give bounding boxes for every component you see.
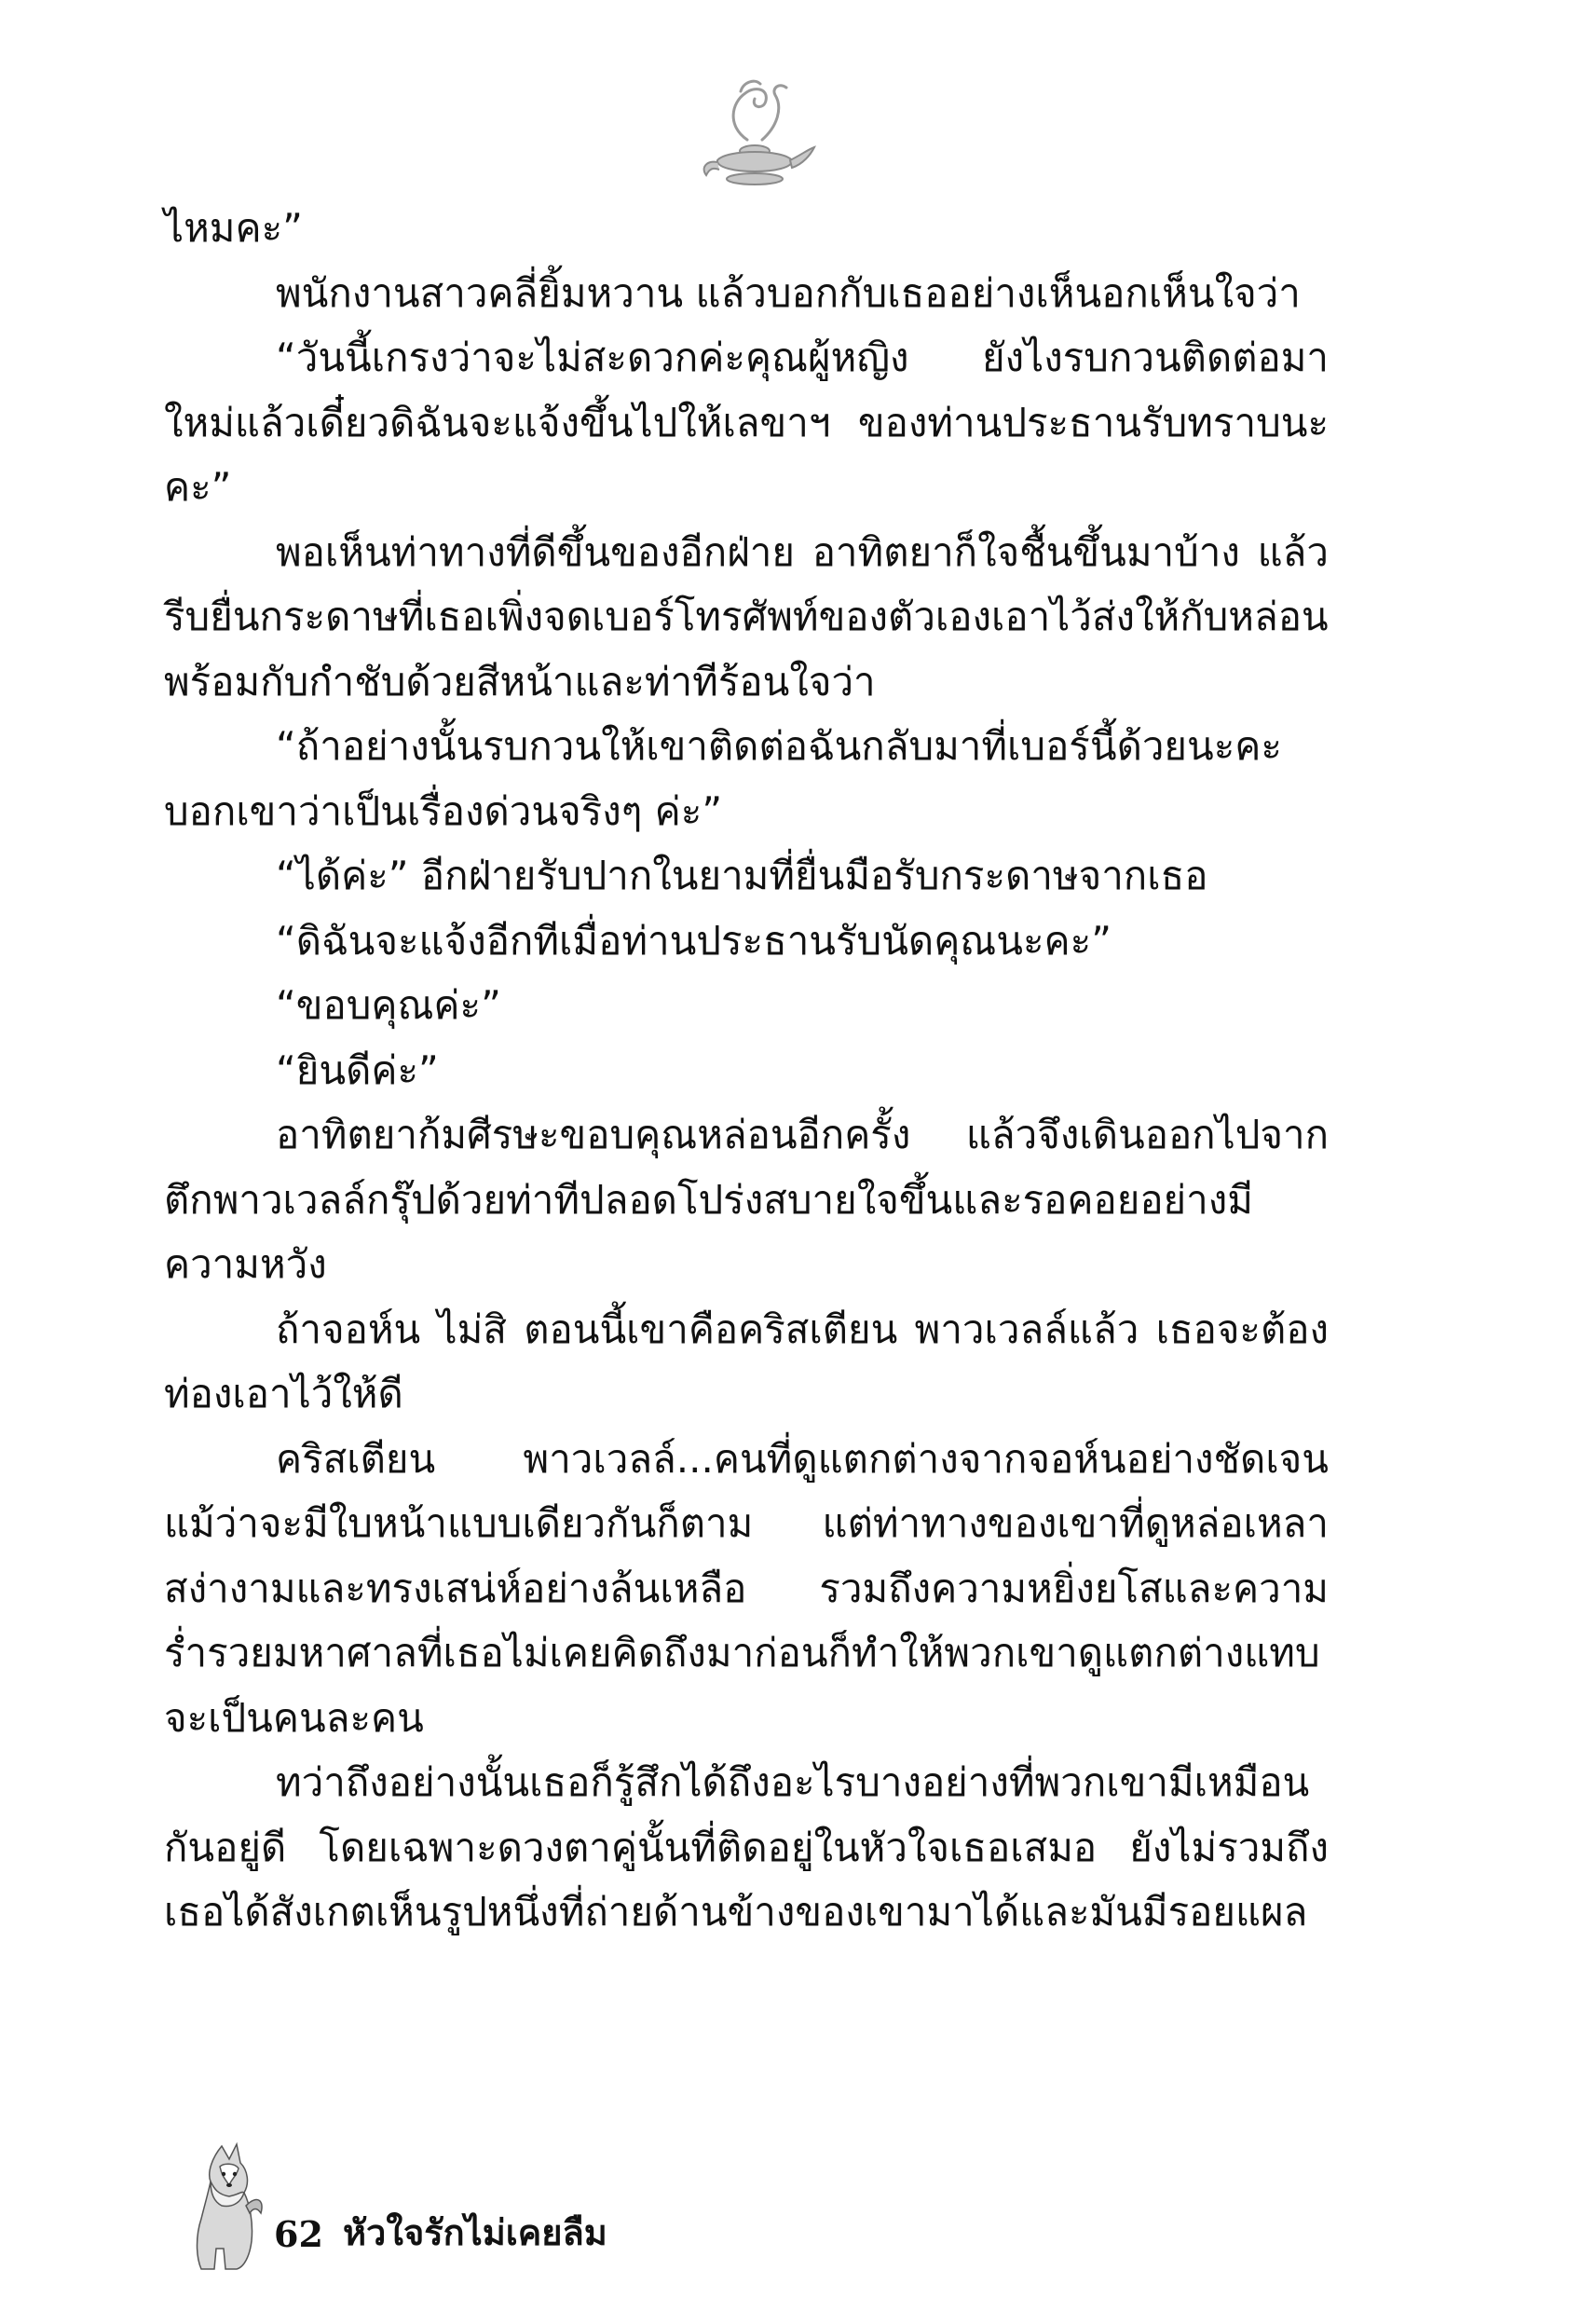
paragraph: อาทิตยาก้มศีรษะขอบคุณหล่อนอีกครั้ง แล้วจึงเดินออกไปจากตึกพาวเวลล์กรุ๊ปด้วยท่าทีปลอดโปร่งสบายใจขึ้นและรอคอยอย่างมีความหวัง: [164, 1112, 1329, 1287]
book-title: หัวใจรักไม่เคยลืม: [343, 2212, 607, 2253]
page-footer: [164, 2139, 816, 2278]
paragraph: ถ้าจอห์น ไม่สิ ตอนนี้เขาคือคริสเตียน พาวเวลล์แล้ว เธอจะต้องท่องเอาไว้ให้ดี: [164, 1306, 1329, 1416]
paragraph: “ถ้าอย่างนั้นรบกวนให้เขาติดต่อฉันกลับมาที่เบอร์นี้ด้วยนะคะบอกเขาว่าเป็นเรื่องด่วนจริงๆ ค่ะ”: [164, 723, 1282, 834]
paragraph: ไหมคะ”: [164, 205, 303, 251]
paragraph: คริสเตียน พาวเวลล์...คนที่ดูแตกต่างจากจอห์นอย่างชัดเจนแม้ว่าจะมีใบหน้าแบบเดียวกันก็ตาม แต่ท่าทางของเขาที่ดูหล่อเหลาสง่างามและทรงเสน่ห์อย่างล้นเหลือ รวมถึงความหยิ่งยโสและความร่ำรวยมหาศาลที่เธอไม่เคยคิดถึงมาก่อนก็ทำให้พวกเขาดูแตกต่างแทบจะเป็นคนละคน: [164, 1435, 1329, 1741]
paragraph: “วันนี้เกรงว่าจะไม่สะดวกค่ะคุณผู้หญิง ยังไงรบกวนติดต่อมาใหม่แล้วเดี๋ยวดิฉันจะแจ้งขึ้นไปให้เลขาฯ ของท่านประธานรับทราบนะคะ”: [164, 335, 1329, 510]
paragraph: “ขอบคุณค่ะ”: [276, 982, 501, 1028]
page-number: 62: [274, 2213, 323, 2255]
paragraph: ทว่าถึงอย่างนั้นเธอก็รู้สึกได้ถึงอะไรบางอย่างที่พวกเขามีเหมือนกันอยู่ดี โดยเฉพาะดวงตาคู่นั้นที่ติดอยู่ในหัวใจเธอเสมอ ยังไม่รวมถึงเธอได้สังเกตเห็นรูปหนึ่งที่ถ่ายด้านข้างของเขามาได้และมันมีรอยแผล: [164, 1759, 1329, 1935]
paragraph: พนักงานสาวคลี่ยิ้มหวาน แล้วบอกกับเธออย่างเห็นอกเห็นใจว่า: [276, 269, 1301, 316]
paragraph: พอเห็นท่าทางที่ดีขึ้นของอีกฝ่าย อาทิตยาก็ใจชื้นขึ้นมาบ้าง แล้วรีบยื่นกระดาษที่เธอเพิ่งจดเบอร์โทรศัพท์ของตัวเองเอาไว้ส่งให้กับหล่อนพร้อมกับกำชับด้วยสีหน้าและท่าทีร้อนใจว่า: [164, 528, 1329, 704]
paragraph: “ได้ค่ะ” อีกฝ่ายรับปากในยามที่ยื่นมือรับกระดาษจากเธอ: [276, 853, 1208, 898]
genie-lamp-icon: [689, 75, 820, 196]
husky-dog-icon: [164, 2139, 266, 2274]
body-text: [164, 196, 1329, 1945]
paragraph: “ดิฉันจะแจ้งอีกทีเมื่อท่านประธานรับนัดคุณนะคะ”: [276, 917, 1112, 964]
paragraph: “ยินดีค่ะ”: [276, 1046, 439, 1093]
